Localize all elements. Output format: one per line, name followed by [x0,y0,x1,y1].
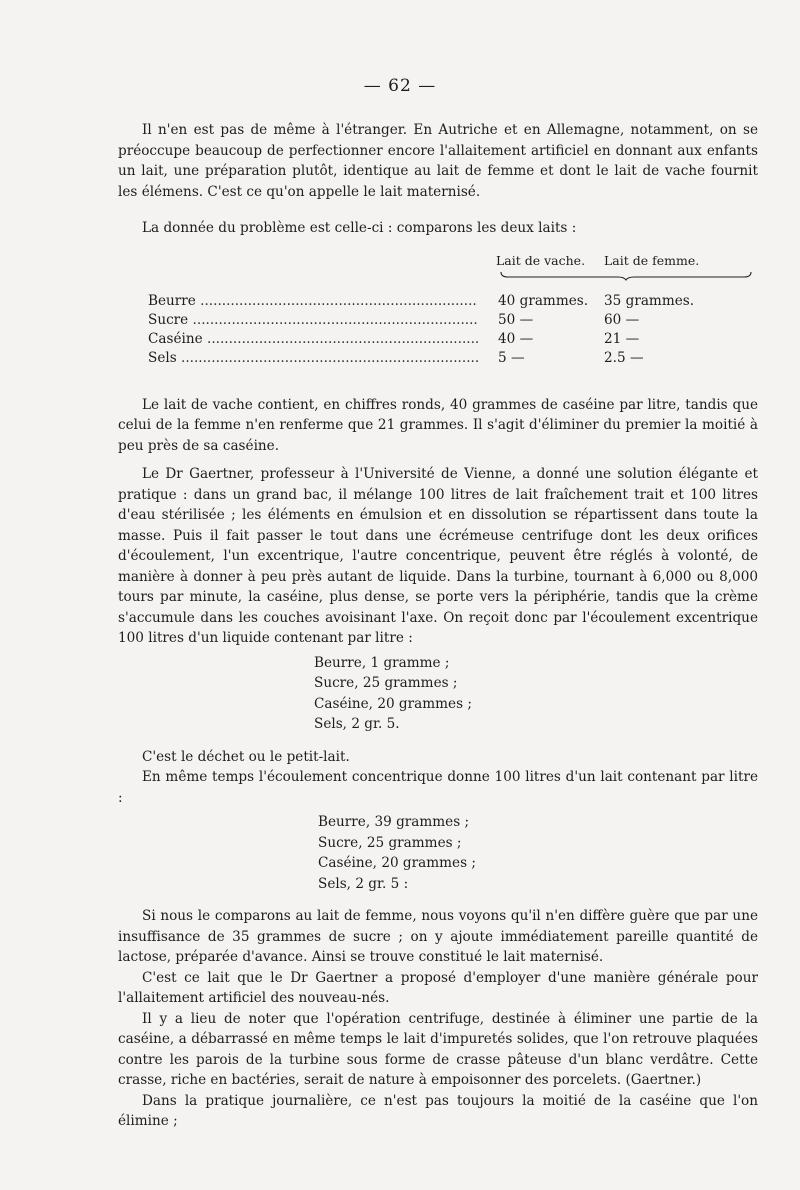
row-label: Sucre ..... [148,310,478,331]
woman-value: 21 — [604,330,640,347]
column-header-cow-milk: Lait de vache. [496,252,586,268]
paragraph-6: En même temps l'écoulement concentrique donne 100 litres d'un lait contenant par litre : [118,769,758,806]
woman-value: 60 — [604,311,640,328]
milk-comparison-table [118,251,758,379]
table-row [148,310,758,329]
row-label: Caséine ..... [148,329,478,350]
column-header-woman-milk: Lait de femme. [604,252,700,268]
composition-line: Caséine, 20 grammes ; [318,855,476,871]
composition-line: Sucre, 25 grammes ; [318,834,462,851]
composition-line: Caséine, 20 grammes ; [314,695,472,712]
composition-line: Beurre, 1 gramme ; [314,654,450,671]
row-label: Sels ..... [148,348,478,369]
cow-value: 40 — [498,330,534,347]
paragraph-3: Le lait de vache contient, en chiffres ronds, 40 grammes de caséine par litre, tandis que celui de la femme n'en renferme que 21 grammes. Il s'agit d'éliminer du premier la moitié à peu près de sa caséine. [118,396,758,454]
paragraph-2: La donnée du problème est celle-ci : comparons les deux laits : [142,220,577,236]
cow-value: 5 — [498,349,525,366]
brace-icon [500,271,752,281]
table-row [148,291,758,310]
page-number: — 62 — [363,76,437,96]
composition-line: Sels, 2 gr. 5 : [318,875,409,892]
concentric-composition [318,812,758,894]
composition-line: Beurre, 39 grammes ; [318,814,470,830]
cow-value: 50 — [498,311,534,328]
paragraph-10: Dans la pratique journalière, ce n'est pas toujours la moitié de la caséine que l'on élimine ; [118,1092,758,1129]
woman-value: 35 grammes. [604,292,695,309]
composition-line: Sucre, 25 grammes ; [314,675,458,691]
paragraph-9: Il y a lieu de noter que l'opération centrifuge, destinée à éliminer une partie de la caséine, a débarrassé en même temps le lait d'impuretés solides, que l'on retrouve plaquées contre les parois de la turbine sous forme de crasse pâteuse d'un blanc verdâtre. Cette crasse, riche en bactéries, serait de nature à empoisonner des porcelets. (Gaertner.) [118,1010,758,1088]
excentric-composition [314,653,758,735]
table-row [148,329,758,348]
row-label: Beurre ..... [148,291,478,312]
paragraph-1: Il n'en est pas de même à l'étranger. En Autriche et en Allemagne, notamment, on se préoccupe beaucoup de perfectionner encore l'allaitement artificiel en donnant aux enfants un lait, une préparation plutôt, identique au lait de femme et dont le lait de vache fournit les élémens. C'est ce qu'on appelle le lait maternisé. [118,122,758,200]
paragraph-5: C'est le déchet ou le petit-lait. [142,748,350,765]
page-content [118,120,758,1132]
table-body [148,291,758,367]
woman-value: 2.5 — [604,349,644,366]
paragraph-7: Si nous le comparons au lait de femme, nous voyons qu'il n'en diffère guère que par une insuffisance de 35 grammes de sucre ; on y ajoute immédiatement pareille quantité de lactose, préparée d'avance. Ainsi se trouve constitué le lait maternisé. [118,908,758,965]
table-row [148,348,758,367]
paragraph-4: Le Dr Gaertner, professeur à l'Université de Vienne, a donné une solution élégante et pratique : dans un grand bac, il mélange 100 litres de lait fraîchement trait et 100 litres d'eau stérilisée ; les éléments en émulsion et en dissolution se répartissent dans toute la masse. Puis il fait passer le tout dans une écrémeuse centrifuge dont les deux orifices d'écoulement, l'un excentrique, l'autre concentrique, peuvent être réglés à volonté, de manière à donner à peu près autant de liquide. Dans la turbine, tournant à 6,000 ou 8,000 tours par minute, la caséine, plus dense, se porte vers la périphérie, tandis que la crème s'accumule dans les couches avoisinant l'axe. On reçoit donc par l'écoulement excentrique 100 litres d'un liquide contenant par litre : [118,466,758,646]
composition-line: Sels, 2 gr. 5. [314,716,400,732]
cow-value: 40 grammes. [498,292,589,309]
paragraph-8: C'est ce lait que le Dr Gaertner a proposé d'employer d'une manière générale pour l'allaitement artificiel des nouveau-nés. [118,969,758,1006]
